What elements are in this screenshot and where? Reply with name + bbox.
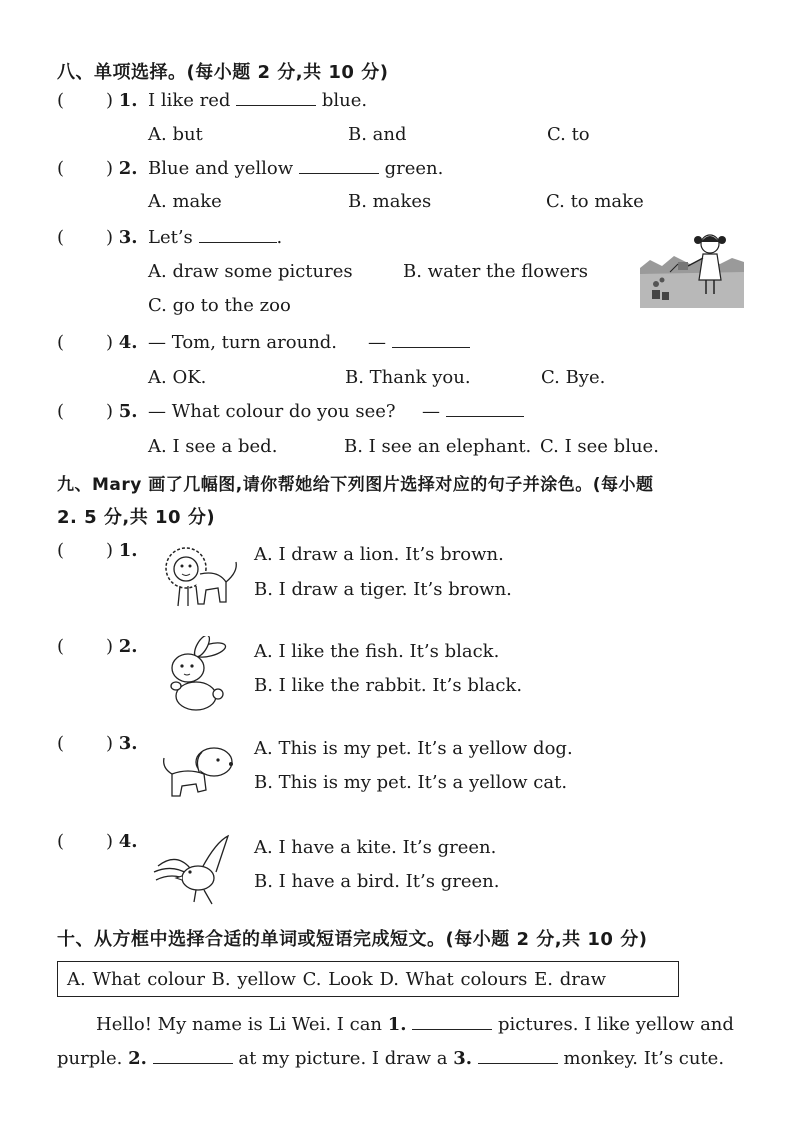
passage-line-2: purple. 2. at my picture. I draw a 3. monkey. It’s cute. <box>57 1048 725 1069</box>
answer-blank[interactable] <box>236 91 316 106</box>
option-b: B. I draw a tiger. It’s brown. <box>254 579 512 600</box>
answer-paren-open: ( <box>57 540 65 561</box>
answer-paren-open: ( <box>57 90 65 111</box>
option-a: A. draw some pictures <box>148 261 353 282</box>
question-4-stem: — Tom, turn around. <box>148 332 338 353</box>
section-9-title-cont: 2. 5 分,共 10 分) <box>57 507 216 528</box>
option-a: A. I see a bed. <box>148 436 278 457</box>
option-b: B. water the flowers <box>403 261 588 282</box>
option-c: C. to make <box>546 191 644 212</box>
option-c: C. go to the zoo <box>148 295 291 316</box>
rabbit-icon <box>162 636 240 714</box>
passage-line-1: Hello! My name is Li Wei. I can 1. pictures. I like yellow and <box>96 1014 734 1035</box>
question-2-stem: Blue and yellow green. <box>148 158 444 179</box>
section-10-title: 十、从方框中选择合适的单词或短语完成短文。(每小题 2 分,共 10 分) <box>57 929 648 950</box>
answer-blank[interactable] <box>299 159 379 174</box>
answer-blank[interactable] <box>199 228 277 243</box>
question-5-reply: — <box>422 401 524 422</box>
option-b: B. makes <box>348 191 432 212</box>
bird-icon <box>150 832 236 908</box>
option-a: A. I draw a lion. It’s brown. <box>254 544 504 565</box>
answer-paren-open: ( <box>57 831 65 852</box>
answer-paren-close: ) 4. <box>106 332 138 353</box>
answer-paren-close: ) 3. <box>106 733 138 754</box>
answer-paren-close: ) 1. <box>106 540 138 561</box>
option-a: A. make <box>148 191 222 212</box>
option-c: C. Bye. <box>541 367 606 388</box>
answer-paren-close: ) 1. <box>106 90 138 111</box>
answer-paren-close: ) 2. <box>106 636 138 657</box>
option-c: C. I see blue. <box>540 436 659 457</box>
lion-icon <box>160 542 242 614</box>
answer-paren-close: ) 3. <box>106 227 138 248</box>
option-a: A. but <box>148 124 203 145</box>
dog-icon <box>158 740 240 806</box>
girl-watering-flowers-picture <box>640 228 744 308</box>
answer-blank[interactable] <box>153 1049 233 1064</box>
option-b: B. This is my pet. It’s a yellow cat. <box>254 772 568 793</box>
answer-blank[interactable] <box>392 333 470 348</box>
answer-paren-open: ( <box>57 733 65 754</box>
option-a: A. I have a kite. It’s green. <box>254 837 497 858</box>
option-b: B. I see an elephant. <box>344 436 532 457</box>
question-1-stem: I like red blue. <box>148 90 368 111</box>
answer-paren-open: ( <box>57 227 65 248</box>
word-box-options: A. What colour B. yellow C. Look D. What colours E. draw <box>67 969 606 990</box>
option-b: B. I have a bird. It’s green. <box>254 871 500 892</box>
question-3-stem: Let’s . <box>148 227 283 248</box>
option-a: A. I like the fish. It’s black. <box>254 641 500 662</box>
option-b: B. I like the rabbit. It’s black. <box>254 675 523 696</box>
option-a: A. OK. <box>148 367 207 388</box>
answer-paren-open: ( <box>57 636 65 657</box>
answer-blank[interactable] <box>412 1015 492 1030</box>
answer-paren-close: ) 5. <box>106 401 138 422</box>
answer-paren-open: ( <box>57 401 65 422</box>
answer-paren-close: ) 4. <box>106 831 138 852</box>
option-a: A. This is my pet. It’s a yellow dog. <box>254 738 573 759</box>
answer-paren-open: ( <box>57 332 65 353</box>
answer-blank[interactable] <box>478 1049 558 1064</box>
question-4-reply: — <box>368 332 470 353</box>
option-b: B. and <box>348 124 407 145</box>
option-c: C. to <box>547 124 590 145</box>
section-9-title: 九、Mary 画了几幅图,请你帮她给下列图片选择对应的句子并涂色。(每小题 <box>57 475 654 495</box>
answer-blank[interactable] <box>446 402 524 417</box>
answer-paren-open: ( <box>57 158 65 179</box>
option-b: B. Thank you. <box>345 367 471 388</box>
section-8-title: 八、单项选择。(每小题 2 分,共 10 分) <box>57 62 389 83</box>
answer-paren-close: ) 2. <box>106 158 138 179</box>
question-5-stem: — What colour do you see? <box>148 401 396 422</box>
